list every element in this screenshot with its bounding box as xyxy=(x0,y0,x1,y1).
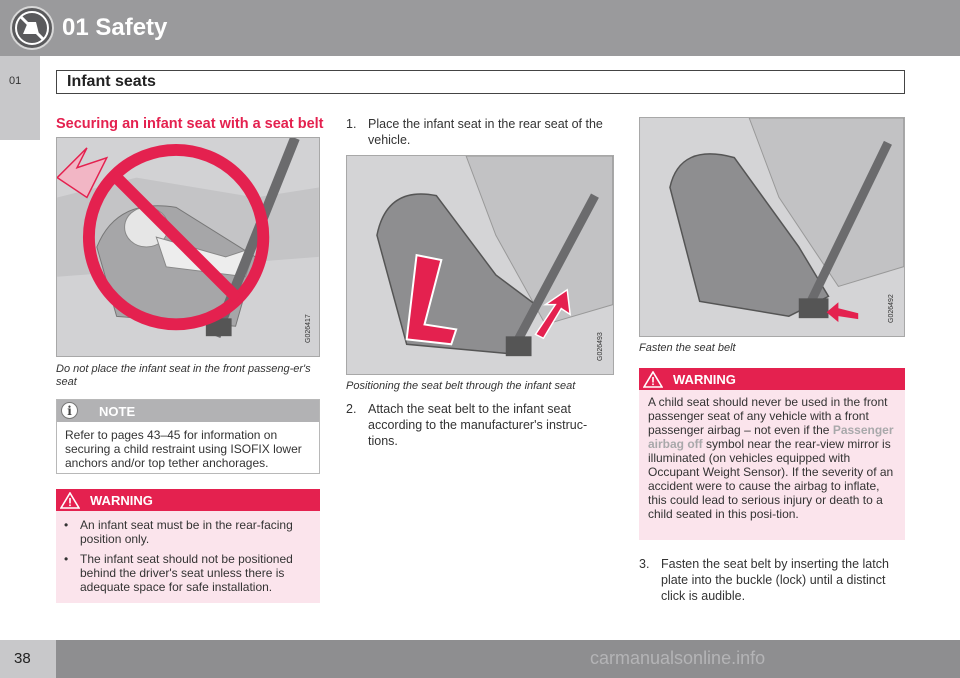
no-infant-seat-logo-icon xyxy=(10,6,54,50)
figure-code: G026492 xyxy=(888,294,895,323)
note-box xyxy=(56,399,320,474)
step-text: Fasten the seat belt by inserting the latch plate into the buckle (lock) until a distinct click is audible. xyxy=(661,557,889,603)
note-header xyxy=(57,400,319,422)
warning-bullet-text: The infant seat should not be positioned behind the driver's seat unless there is adequate space for safe installation. xyxy=(80,552,293,594)
figure-fasten-belt xyxy=(639,117,905,337)
rear-seat-position-illustration xyxy=(347,156,613,374)
subheading: Securing an infant seat with a seat belt xyxy=(56,116,324,132)
info-icon: i xyxy=(61,402,78,419)
watermark: carmanualsonline.info xyxy=(590,648,766,668)
bullet-icon: • xyxy=(64,552,69,566)
warning-label: WARNING xyxy=(673,372,736,387)
fasten-belt-illustration xyxy=(640,118,904,336)
front-seat-illustration xyxy=(57,138,319,356)
warning-header xyxy=(56,489,320,511)
note-label: NOTE xyxy=(99,404,136,419)
step-number: 2. xyxy=(346,402,357,416)
section-header xyxy=(56,70,905,94)
chapter-title: 01 Safety xyxy=(62,14,168,41)
step-number: 1. xyxy=(346,117,357,131)
figure-rear-seat-position xyxy=(346,155,614,375)
section-title: Infant seats xyxy=(67,73,156,90)
passenger-airbag-off-label: Passenger airbag off xyxy=(648,423,894,451)
warning-text-start: A child seat should never be used in the front passenger seat of any vehicle with a front passenger airbag – not even if the xyxy=(648,395,888,437)
warning-bullet xyxy=(58,552,312,594)
page-number: 38 xyxy=(14,650,31,667)
warning-label: WARNING xyxy=(90,493,153,508)
step-text: Attach the seat belt to the infant seat according to the manufacturer's instruc-tions. xyxy=(368,402,588,448)
figure-caption: Do not place the infant seat in the front passeng-er's seat xyxy=(56,363,311,388)
figure-code: G026493 xyxy=(597,332,604,361)
side-tab-label: 01 xyxy=(9,75,22,87)
warning-triangle-icon xyxy=(60,492,80,509)
bottom-banner xyxy=(56,640,960,678)
step-1 xyxy=(346,116,618,150)
note-text: Refer to pages 43–45 for information on securing a child restraint using ISOFIX lower anchors and/or top tether anchorages. xyxy=(65,428,302,470)
step-2 xyxy=(346,401,618,451)
step-number: 3. xyxy=(639,557,650,571)
figure-front-seat xyxy=(56,137,320,357)
figure-caption: Positioning the seat belt through the infant seat xyxy=(346,380,576,392)
warning-bullet-text: An infant seat must be in the rear-facing position only. xyxy=(80,518,293,546)
warning-box-1 xyxy=(56,489,320,603)
warning-triangle-icon xyxy=(643,371,663,388)
warning-text xyxy=(639,390,905,521)
warning-text-end: symbol near the rear-view mirror is illuminated (on vehicles equipped with Occupant Weight Sensor). If the severity of an accident were to cause the airbag to inflate, this could lead to serious injury or death to a child seated in this posi-tion. xyxy=(648,437,894,521)
step-text: Place the infant seat in the rear seat of the vehicle. xyxy=(368,117,603,147)
warning-box-2 xyxy=(639,368,905,540)
side-tab xyxy=(0,56,40,140)
figure-caption: Fasten the seat belt xyxy=(639,342,736,354)
warning-bullet xyxy=(58,518,312,546)
step-3 xyxy=(639,556,905,606)
figure-code: G026417 xyxy=(305,314,312,343)
warning-header xyxy=(639,368,905,390)
bullet-icon: • xyxy=(64,518,69,532)
